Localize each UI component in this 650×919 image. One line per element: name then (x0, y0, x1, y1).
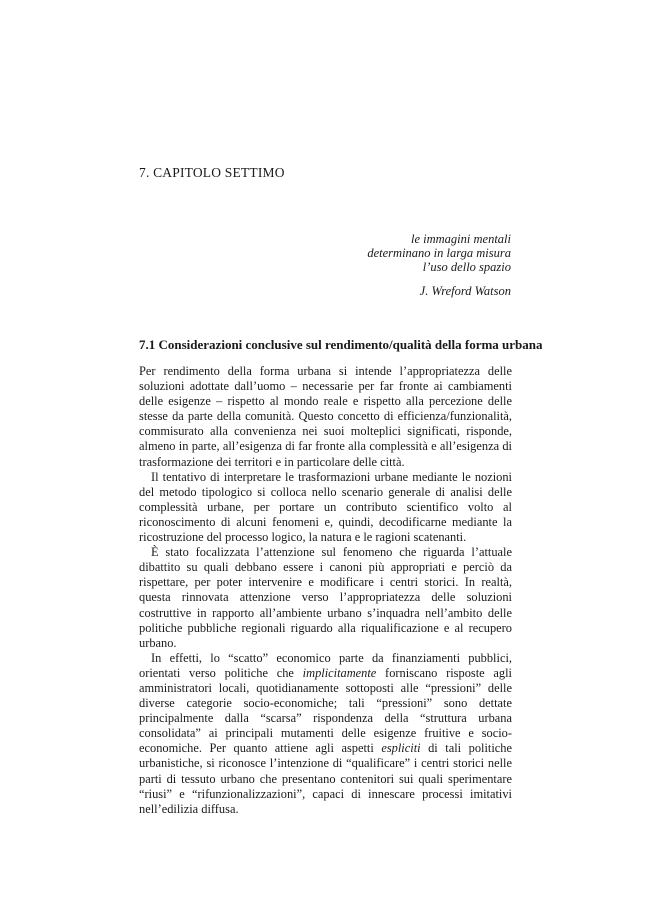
epigraph-line: l’uso dello spazio (422, 260, 511, 274)
paragraph-text: forniscano risposte agli amministratori locali, quotidianamente sottoposti alle “pressioni” delle diverse categorie socio-economiche; tali “pressioni” sono dettate principalmente dalla “scarsa” rispondenza della “struttura urbana consolidata” ai principali mutamenti delle esigenze fruitive e socio-economiche. Per quanto attiene agli aspetti (139, 665, 512, 756)
paragraph-text: In effetti, lo “scatto” economico parte da finanziamenti pubblici, orientati verso politiche che (139, 650, 512, 680)
epigraph-line: le immagini mentali (411, 232, 511, 246)
epigraph-author: J. Wreford Watson (419, 284, 511, 298)
paragraph: È stato focalizzata l’attenzione sul fenomeno che riguarda l’attuale dibattito su quali debbano essere i canoni più appropriati e perciò da rispettare, per poter intervenire e modificare i centri storici. In realtà, questa rinnovata attenzione verso l’appropriatezza delle soluzioni costruttive in rapporto all’ambiente urbano s’inquadra nell’ambito delle politiche pubbliche regionali riguardo alla riqualificazione e al recupero urbano. (139, 545, 512, 650)
chapter-title: 7. CAPITOLO SETTIMO (139, 165, 285, 180)
body-text (139, 364, 512, 817)
section-title: 7.1 Considerazioni conclusive sul rendimento/qualità della forma urbana (139, 337, 543, 352)
paragraph-text: di tali politiche urbanistiche, si riconosce l’intenzione di “qualificare” i centri storici nelle parti di tessuto urbano che presentano contenitori sui quali sperimentare “riusi” e “rifunzionalizzazioni”, capaci di innescare processi imitativi nell’edilizia diffusa. (139, 741, 512, 816)
paragraph: Il tentativo di interpretare le trasformazioni urbane mediante le nozioni del metodo tipologico si colloca nello scenario generale di analisi delle complessità urbane, per portare un contributo scientifico volto al riconoscimento di alcuni fenomeni e, quindi, decodificarne mediante la ricostruzione del processo logico, la natura e le ragioni scatenanti. (139, 469, 512, 545)
emphasis: implicitamente (302, 665, 377, 680)
epigraph (367, 232, 511, 298)
paragraph: Per rendimento della forma urbana si intende l’appropriatezza delle soluzioni adottate dall’uomo – necessarie per far fronte ai cambiamenti delle esigenze – rispetto al mondo reale e rispetto alla percezione delle stesse da parte della comunità. Questo concetto di efficienza/funzionalità, commisurato alla convenienza nei suoi molteplici significati, risponde, almeno in parte, all’esigenza di far fronte alla complessità e all’esigenza di trasformazione dei territori e in particolare delle città. (139, 364, 512, 469)
epigraph-line: determinano in larga misura (367, 246, 511, 260)
emphasis: espliciti (381, 741, 421, 756)
paragraph (139, 651, 512, 817)
